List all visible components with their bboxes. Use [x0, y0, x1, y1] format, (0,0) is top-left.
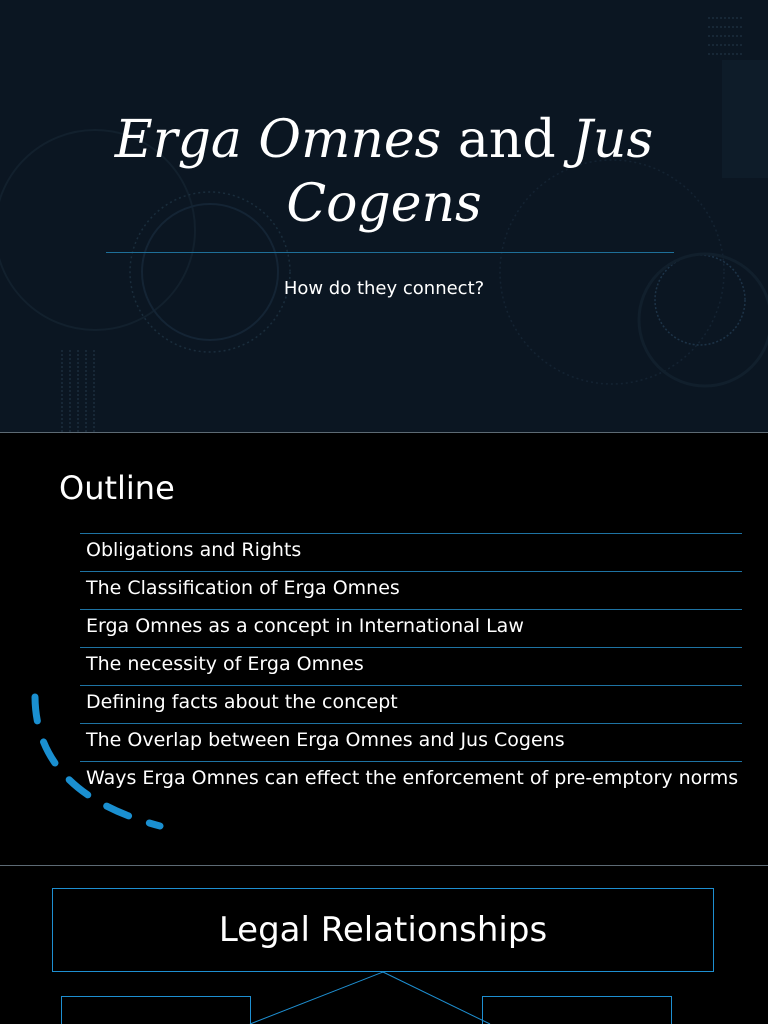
title-jus: Jus: [572, 110, 654, 170]
list-item: Defining facts about the concept: [80, 685, 742, 723]
list-item: The necessity of Erga Omnes: [80, 647, 742, 685]
list-item: Obligations and Rights: [80, 533, 742, 571]
title-divider: [106, 252, 674, 253]
right-child-box: [482, 996, 672, 1024]
outline-slide: [0, 433, 768, 865]
list-item: Ways Erga Omnes can effect the enforcement of pre-emptory norms: [80, 761, 742, 817]
title-erga-omnes: Erga Omnes: [114, 110, 442, 170]
list-item: The Overlap between Erga Omnes and Jus Cogens: [80, 723, 742, 761]
left-child-box: [61, 996, 251, 1024]
legal-relationships-heading: Legal Relationships: [218, 910, 548, 950]
title-and: and: [441, 110, 573, 170]
legal-relationships-slide: [0, 866, 768, 1024]
outline-heading: Outline: [59, 469, 175, 507]
title-slide: [0, 0, 768, 432]
outline-list: [80, 533, 742, 817]
title-cogens: Cogens: [286, 174, 482, 234]
slide-title: [100, 108, 668, 236]
slide-subtitle: How do they connect?: [283, 278, 485, 299]
list-item: The Classification of Erga Omnes: [80, 571, 742, 609]
list-item: Erga Omnes as a concept in International Law: [80, 609, 742, 647]
